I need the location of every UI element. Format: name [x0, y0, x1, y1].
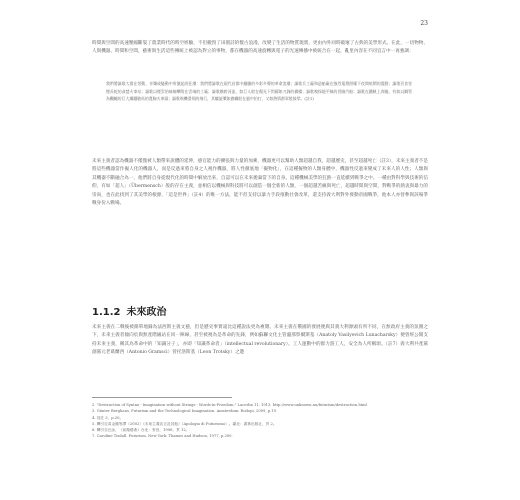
footnote-divider [92, 397, 232, 398]
paragraph-politics: 未來主義在二戰後被簡單地歸為法西斯主義文藝，但是歷史事實遠比這種說法更為複雜。未來主義在俄國的發展便與其義大利源頭有所不同，在無政府主義的氛圍之下，未來主義者傾向於與無產階級站在同一陣線，甚至被視為是革命的先鋒，例如蘇聯文化主管盧那察爾斯基（Anatoly Vasilyevich Lunacharsky）便曾經公開支持未來主義，稱其為革命中的「知識分子」，亦即「知識革命者」（intellectual revolutionary）。工人運動中的群力游工人，安全為人所稱頌。（註7）義大利共產黨創黨元老葛蘭西（Antonio Gramsci）曾托洛斯基（Leon Trotsky）之邀 [92, 325, 428, 356]
section-heading [92, 303, 166, 318]
book-page [92, 20, 428, 490]
section-number: 1.1.2 [92, 307, 121, 318]
paragraph-machines: 未來主義者認為機器不僅僅被人類帶來說體的延伸，感官能力的擴張與力量的加乘，機器更可以幫助人類超越自我，超越歷史，甚至超越死亡（註3），未來主義者不是將這些機器當作擬人化的機器人，而是反過來將自身之人視作機器，將人性徹底地「擬物化」，在這種擬物的人類身體中，機器性反過來變成了未來人的人性；人類與其機器不斷融合為一，他們將自身從現代化的時間中解放出來，自認可以在未來拋棄當下的自身。這種機械美學的狂熱一直延續到戰爭之中。一種由對科學與技術的信仰，有如「超人」（Übermensch）般的存在主義，並相信以機械與科技將可以創造一個全新的人類，一個超越苦痛與死亡，超越時間與空間，對戰爭的熱衷與暴力的崇尚，也在此找到了其美學的根源，「這是世界」（註4）的唯一方法，能不但支持以暴力手段推動社會改革，還支持義大利對外發動帝國戰爭，他本人亦曾參與該場爭戰身份入戰場。 [92, 159, 428, 207]
footnote: 7. Caroline Tisdall. Futurism. New York: Thames and Hudson, 1977, p.200. [92, 434, 233, 439]
section-title: 未來政治 [126, 307, 167, 318]
footnote: 3. Günter Berghaus. Futurism and the Technological Imagination. Amsterdam: Rodopi, 2009, p.19. [92, 409, 278, 414]
footnote: 4. 同註 3，p.20。 [92, 415, 124, 420]
footnotes [92, 402, 428, 440]
block-quote: 我們將謳歌大群在勞動、享樂或騷動中所激起的狂潮：我們將謳歌在現代首都中翻騰的多彩多聲的革命浪潮；謳歌兵工廠和造船廠在強烈電燈照耀下夜間喧鬧的震動；謳歌吞食冒煙長蛇的貪婪火車站；謳歌以煙雲的絲線攀附在雲端的工廠；謳歌橫跨河流、如巨人般在陽光下閃耀如刀鋒的橋樑；謳歌嗅探地平線的冒險汽船；謳歌在鐵軌上奔馳、有如以鋼管為韁繩的巨大鋼鐵駿馬的寬胸火車頭；謳歌飛機滑翔的飛行，其螺旋槳如旗幟般在風中拍打，又如熱情群眾般鼓掌。(註1) [106, 81, 412, 102]
paragraph-intro: 時間與空間的高速壓縮斷裂了農業時代的時空經驗，不但撤毀了田園詩的懷古浪漫，改變了生活的物質現實，更由內外同時破壞了古典的美學形式。在此，一切物物、人與機器、時間和空間，藝術與生活這些傳統上被認為對立的事物，都在機器的高速旋轉與電子的光速傳播中被統合在一起，亂里內容在不同宜言中一再強調： [92, 41, 428, 55]
page-number: 23 [420, 20, 428, 27]
footnote: 5. 轉引自黃金鳳等譯（2002）《未來主義宣言及其他》（Apologia di Futurismo）。臺北：書林出版社，頁 2。 [92, 421, 277, 426]
footnote: 6. 轉引自汪詠，《前衛藝術》台北：麥田，1996，頁 12。 [92, 428, 190, 433]
footnote: 2. "Destruction of Syntax - Imagination without Strings - Words-in-Freedom," Lacerba 11, 1913. http://www.unknown.nu/futurism/destruction.html [92, 403, 367, 407]
